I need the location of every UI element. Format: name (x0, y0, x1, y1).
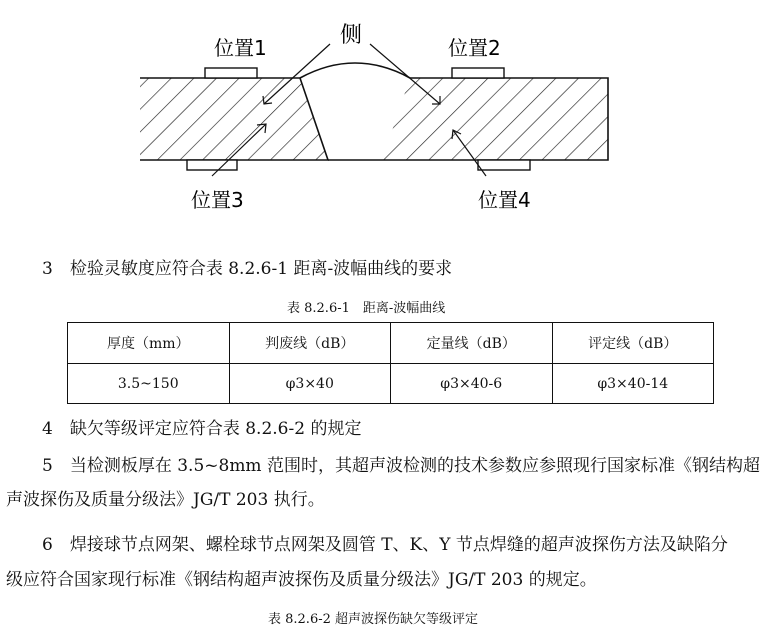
header-rejection-line: 判废线（dB） (229, 323, 391, 364)
paragraph-item-5-line-2: 声波探伤及质量分级法》JG/T 203 执行。 (6, 490, 325, 510)
paragraph-item-6-line-2: 级应符合国家现行标准《钢结构超声波探伤及质量分级法》JG/T 203 的规定。 (6, 570, 597, 590)
position-1-label: 位置1 (214, 36, 267, 60)
cell-sizing-line: φ3×40-6 (391, 364, 553, 404)
paragraph-item-5-line-1: 5 当检测板厚在 3.5~8mm 范围时，其超声波检测的技术参数应参照现行国家标准《钢结构超 (42, 456, 760, 476)
probe-position-2 (452, 68, 504, 78)
table-row (68, 364, 714, 404)
cell-thickness: 3.5~150 (68, 364, 230, 404)
position-4-label: 位置4 (478, 188, 531, 212)
header-sizing-line: 定量线（dB） (391, 323, 553, 364)
probe-position-4 (478, 160, 530, 170)
paragraph-item-4: 4 缺欠等级评定应符合表 8.2.6-2 的规定 (42, 419, 362, 439)
probe-position-3 (187, 160, 237, 170)
right-plate (380, 78, 608, 160)
table-header-row (68, 323, 714, 364)
distance-amplitude-curve-table (67, 322, 714, 404)
table-8-2-6-1-caption: 表 8.2.6-1 距离-波幅曲线 (287, 301, 446, 316)
probe-position-1 (205, 68, 257, 78)
table-8-2-6-2-caption: 表 8.2.6-2 超声波探伤缺欠等级评定 (268, 612, 479, 627)
cell-evaluation-line: φ3×40-14 (552, 364, 714, 404)
side-label: 侧 (340, 23, 363, 48)
cell-rejection-line: φ3×40 (229, 364, 391, 404)
position-3-label: 位置3 (191, 188, 244, 212)
header-evaluation-line: 评定线（dB） (552, 323, 714, 364)
position-2-label: 位置2 (448, 36, 501, 60)
header-thickness: 厚度（mm） (68, 323, 230, 364)
paragraph-item-6-line-1: 6 焊接球节点网架、螺栓球节点网架及圆管 T、K、Y 节点焊缝的超声波探伤方法及缺陷分 (42, 535, 728, 555)
paragraph-item-3: 3 检验灵敏度应符合表 8.2.6-1 距离-波幅曲线的要求 (42, 259, 453, 279)
left-plate (140, 78, 340, 160)
weld-probe-position-diagram (0, 0, 775, 240)
